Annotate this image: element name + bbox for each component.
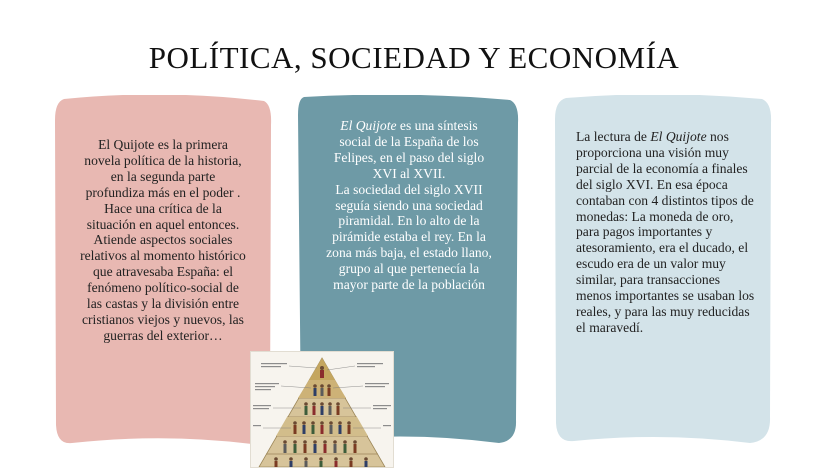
economy-paragraph: nos proporciona una visión muy parcial de la economía a finales del siglo XVI. En esa época contaban con 4 distintos tipos de monedas: La moneda de oro, para pagos importantes y atesoramiento, era el ducado, el escudo era de un valor muy similar, para transacciones menos importantes se usaban los reales, y para las muy reducidas el maravedí. xyxy=(576,129,755,335)
society-text xyxy=(324,118,494,293)
politics-text: El Quijote es la primera novela política de la historia, en la segunda parte profundiza más en el poder . Hace una crítica de la situación en aquel entonces. Atiende aspectos sociales relativos al momento histórico que atravesaba España: el fenómeno político-social de las castas y la división entre cristianos viejos y nuevos, las guerras del exterior… xyxy=(80,137,246,343)
society-paragraph-2: La sociedad del siglo XVII seguía siendo una sociedad piramidal. En lo alto de la pirámide estaba el rey. En la zona más baja, el estado llano, grupo al que pertenecía la mayor parte de la población xyxy=(326,181,492,293)
page-title: POLÍTICA, SOCIEDAD Y ECONOMÍA xyxy=(148,40,680,75)
economy-panel xyxy=(552,95,774,445)
book-title: El Quijote xyxy=(650,129,707,144)
book-title: El Quijote xyxy=(340,118,397,133)
pyramid-drawing xyxy=(251,352,393,467)
economy-text xyxy=(576,129,756,336)
society-paragraph-1: es una síntesis social de la España de los Felipes, en el paso del siglo XVI al XVII. xyxy=(333,118,485,181)
social-pyramid-illustration xyxy=(250,351,394,468)
economy-lead: La lectura de xyxy=(576,129,651,144)
politics-panel xyxy=(52,95,274,447)
